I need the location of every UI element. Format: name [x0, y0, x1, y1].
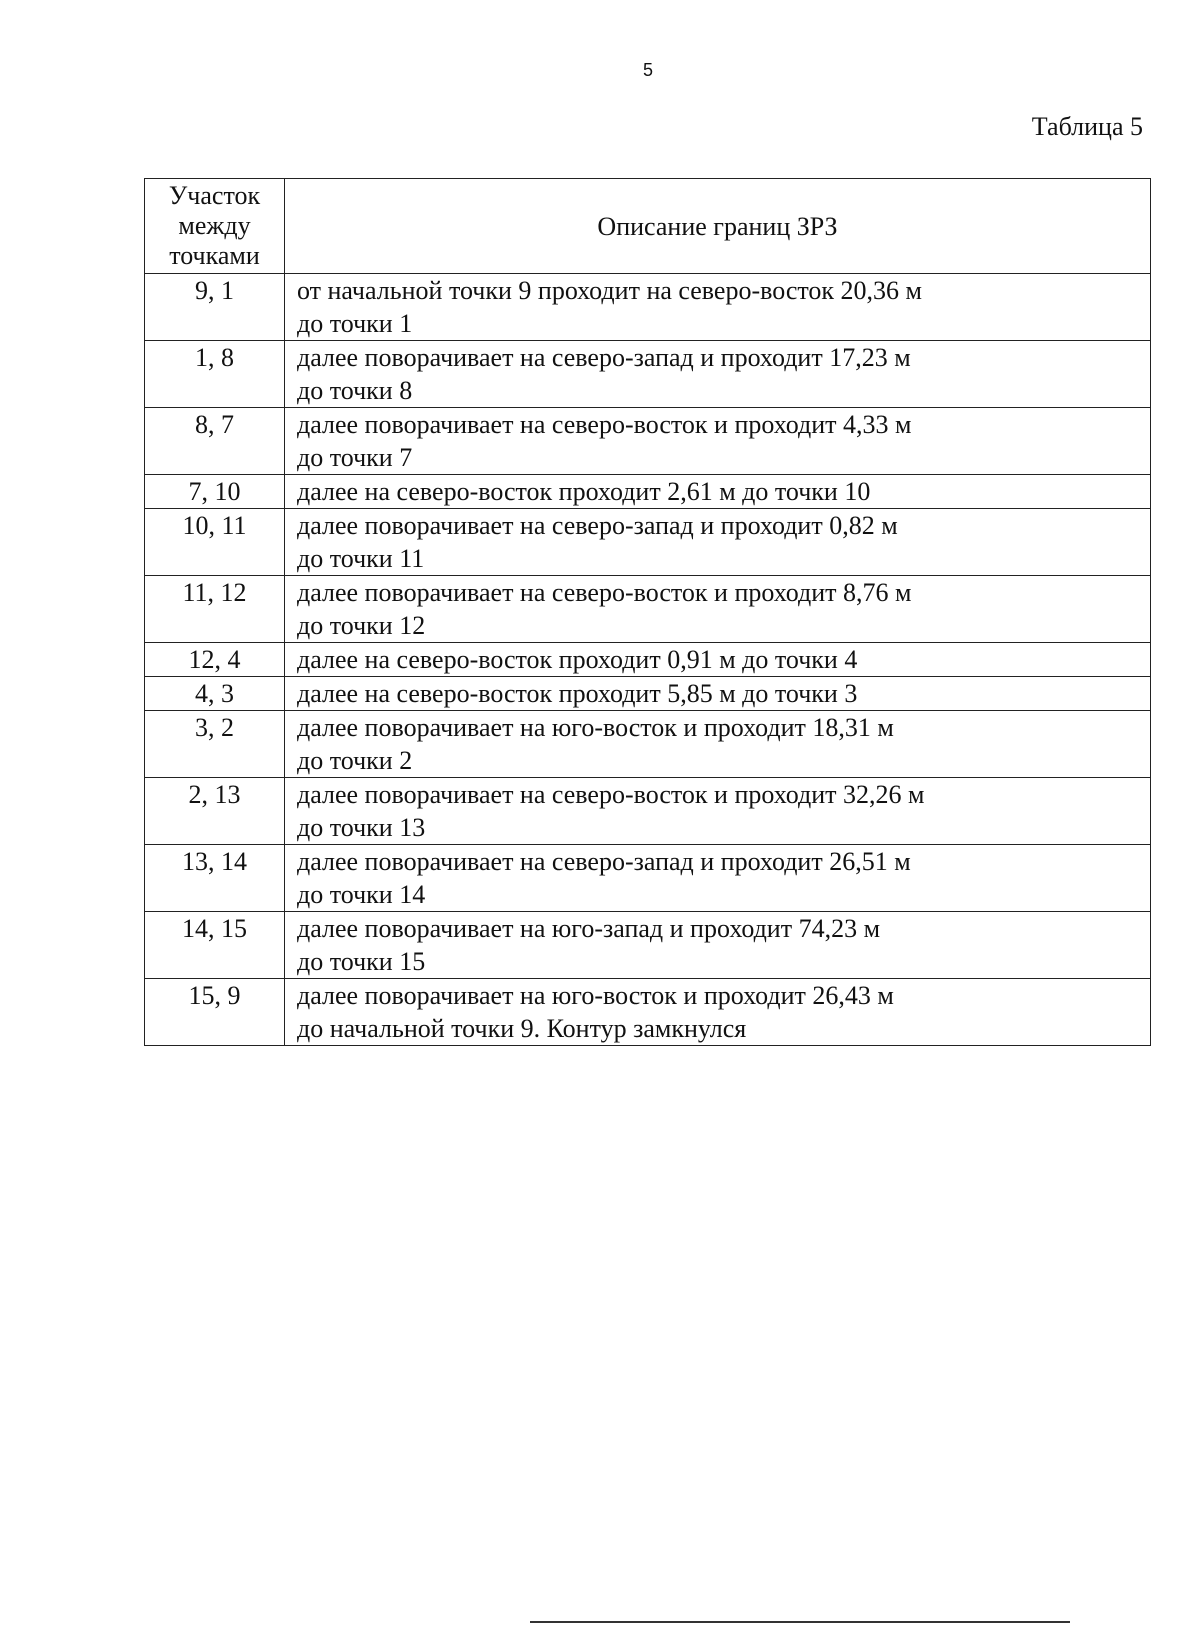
description-cell	[285, 408, 1151, 475]
description-cell	[285, 677, 1151, 711]
table-row	[145, 576, 1151, 643]
bottom-divider	[530, 1621, 1070, 1623]
description-cell	[285, 341, 1151, 408]
section-cell: 12, 4	[145, 643, 285, 677]
table-row	[145, 677, 1151, 711]
description-line: до точки 2	[297, 746, 413, 775]
description-cell	[285, 509, 1151, 576]
description-line: до точки 14	[297, 880, 426, 909]
description-line: до точки 1	[297, 309, 413, 338]
description-line: далее поворачивает на северо-восток и проходит 32,26 м	[297, 780, 925, 809]
column-header-section: Участок между точками	[145, 179, 285, 274]
section-cell: 11, 12	[145, 576, 285, 643]
table-row	[145, 912, 1151, 979]
description-line: далее на северо-восток проходит 5,85 м до точки 3	[297, 679, 858, 708]
section-cell: 3, 2	[145, 711, 285, 778]
table-row	[145, 643, 1151, 677]
table-row	[145, 341, 1151, 408]
description-line: далее поворачивает на северо-запад и проходит 26,51 м	[297, 847, 911, 876]
description-line: далее поворачивает на юго-запад и проходит 74,23 м	[297, 914, 881, 943]
description-cell	[285, 778, 1151, 845]
boundary-table	[144, 178, 1151, 1046]
description-cell	[285, 274, 1151, 341]
description-line: далее поворачивает на юго-восток и проходит 18,31 м	[297, 713, 894, 742]
table-body	[145, 274, 1151, 1046]
table-caption: Таблица 5	[1031, 112, 1143, 141]
table-row	[145, 778, 1151, 845]
section-cell: 9, 1	[145, 274, 285, 341]
description-line: от начальной точки 9 проходит на северо-восток 20,36 м	[297, 276, 923, 305]
description-line: до начальной точки 9. Контур замкнулся	[297, 1014, 747, 1043]
table-row	[145, 509, 1151, 576]
section-cell: 2, 13	[145, 778, 285, 845]
description-cell	[285, 475, 1151, 509]
section-cell: 13, 14	[145, 845, 285, 912]
description-cell	[285, 845, 1151, 912]
description-line: далее поворачивает на северо-восток и проходит 4,33 м	[297, 410, 912, 439]
description-line: до точки 13	[297, 813, 426, 842]
table-row	[145, 711, 1151, 778]
description-cell	[285, 912, 1151, 979]
description-cell	[285, 643, 1151, 677]
description-cell	[285, 711, 1151, 778]
description-cell	[285, 576, 1151, 643]
description-line: далее поворачивает на северо-восток и проходит 8,76 м	[297, 578, 912, 607]
section-cell: 10, 11	[145, 509, 285, 576]
page-number: 5	[642, 60, 653, 80]
description-line: до точки 11	[297, 544, 425, 573]
table-row	[145, 979, 1151, 1046]
table-header-row	[145, 179, 1151, 274]
description-line: далее на северо-восток проходит 2,61 м до точки 10	[297, 477, 871, 506]
section-cell: 7, 10	[145, 475, 285, 509]
description-line: далее поворачивает на северо-запад и проходит 17,23 м	[297, 343, 911, 372]
section-cell: 8, 7	[145, 408, 285, 475]
section-cell: 14, 15	[145, 912, 285, 979]
table-row	[145, 408, 1151, 475]
description-line: далее поворачивает на северо-запад и проходит 0,82 м	[297, 511, 898, 540]
description-line: до точки 7	[297, 443, 413, 472]
table-row	[145, 475, 1151, 509]
description-line: далее на северо-восток проходит 0,91 м до точки 4	[297, 645, 858, 674]
section-cell: 1, 8	[145, 341, 285, 408]
description-line: далее поворачивает на юго-восток и проходит 26,43 м	[297, 981, 894, 1010]
table-row	[145, 274, 1151, 341]
description-line: до точки 15	[297, 947, 426, 976]
description-line: до точки 12	[297, 611, 426, 640]
table-row	[145, 845, 1151, 912]
description-cell	[285, 979, 1151, 1046]
section-cell: 4, 3	[145, 677, 285, 711]
column-header-description: Описание границ ЗРЗ	[285, 179, 1151, 274]
description-line: до точки 8	[297, 376, 413, 405]
section-cell: 15, 9	[145, 979, 285, 1046]
